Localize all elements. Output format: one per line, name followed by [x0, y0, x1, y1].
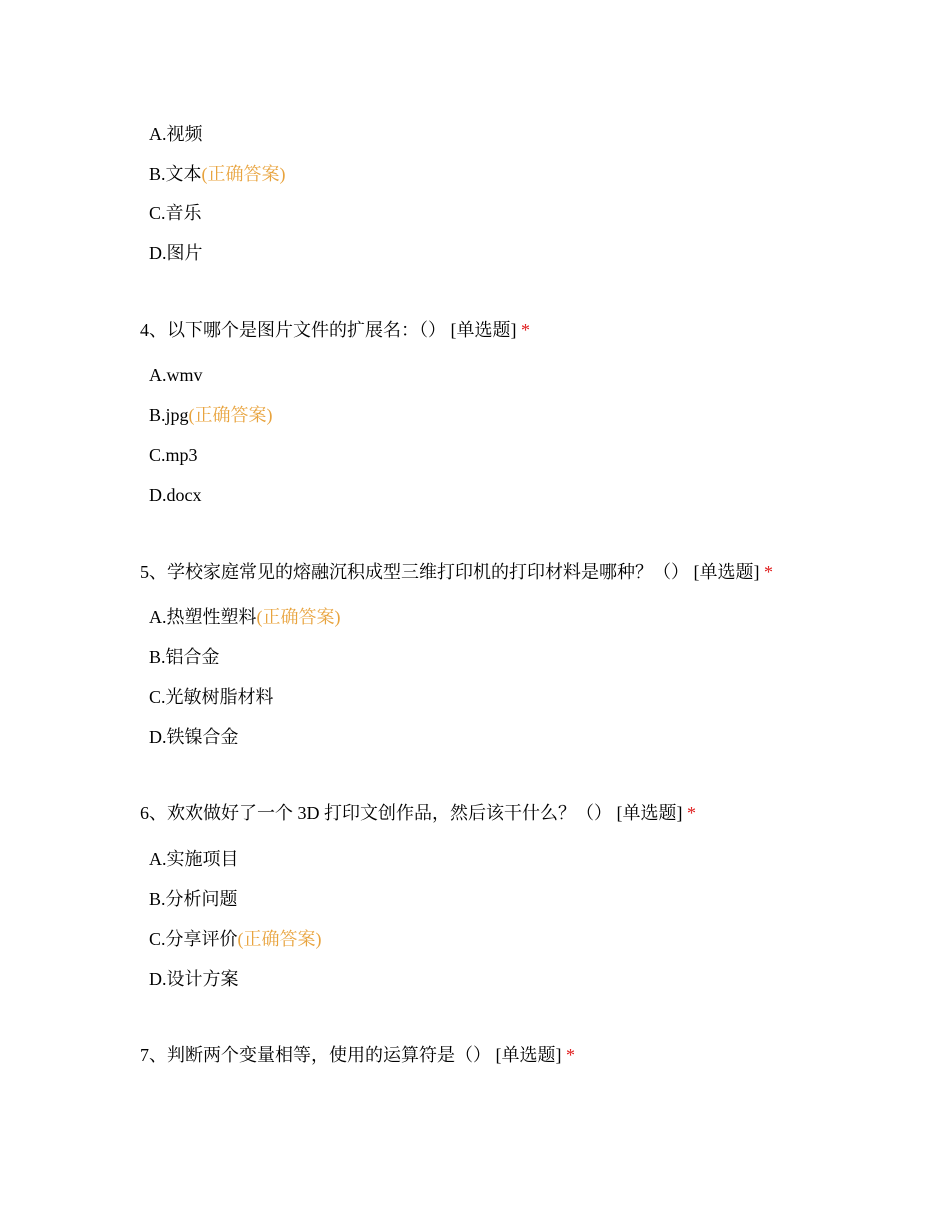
correct-answer-mark: (正确答案)	[188, 405, 273, 425]
option-label: C.mp3	[149, 445, 198, 465]
q7-title	[140, 1043, 575, 1067]
q3-option-a	[149, 122, 203, 146]
option-label: B.jpg	[149, 405, 189, 425]
question-text: 6、欢欢做好了一个 3D 打印文创作品，然后该干什么？（） [单选题]	[140, 803, 683, 823]
q5-option-c	[149, 685, 274, 709]
q3-option-c	[149, 201, 202, 225]
q5-title	[140, 560, 773, 584]
q6-title	[140, 801, 696, 825]
q3-option-d	[149, 241, 203, 265]
option-label: D.铁镍合金	[149, 727, 239, 747]
required-star: *	[521, 320, 530, 340]
q4-option-d	[149, 483, 202, 507]
option-label: B.铝合金	[149, 647, 220, 667]
option-label: D.设计方案	[149, 969, 239, 989]
option-label: A.热塑性塑料	[149, 607, 257, 627]
q6-option-b	[149, 887, 238, 911]
question-text: 7、判断两个变量相等，使用的运算符是（） [单选题]	[140, 1045, 562, 1065]
q5-option-b	[149, 645, 220, 669]
option-label: C.分享评价	[149, 929, 238, 949]
option-label: D.docx	[149, 485, 202, 505]
option-label: D.图片	[149, 243, 203, 263]
option-label: A.实施项目	[149, 849, 239, 869]
question-text: 5、学校家庭常见的熔融沉积成型三维打印机的打印材料是哪种？（） [单选题]	[140, 562, 760, 582]
option-label: A.视频	[149, 124, 203, 144]
required-star: *	[566, 1045, 575, 1065]
question-text: 4、以下哪个是图片文件的扩展名：（） [单选题]	[140, 320, 517, 340]
option-label: B.分析问题	[149, 889, 238, 909]
option-label: C.音乐	[149, 203, 202, 223]
q5-option-d	[149, 725, 239, 749]
q5-option-a	[149, 605, 341, 629]
correct-answer-mark: (正确答案)	[256, 607, 341, 627]
option-label: B.文本	[149, 164, 202, 184]
correct-answer-mark: (正确答案)	[201, 164, 286, 184]
q6-option-a	[149, 847, 239, 871]
q3-option-b	[149, 162, 286, 186]
option-label: A.wmv	[149, 365, 203, 385]
q4-option-c	[149, 443, 198, 467]
q4-option-b	[149, 403, 273, 427]
q4-option-a	[149, 363, 203, 387]
q6-option-c	[149, 927, 322, 951]
option-label: C.光敏树脂材料	[149, 687, 274, 707]
required-star: *	[687, 803, 696, 823]
q6-option-d	[149, 967, 239, 991]
required-star: *	[764, 562, 773, 582]
correct-answer-mark: (正确答案)	[237, 929, 322, 949]
q4-title	[140, 318, 530, 342]
